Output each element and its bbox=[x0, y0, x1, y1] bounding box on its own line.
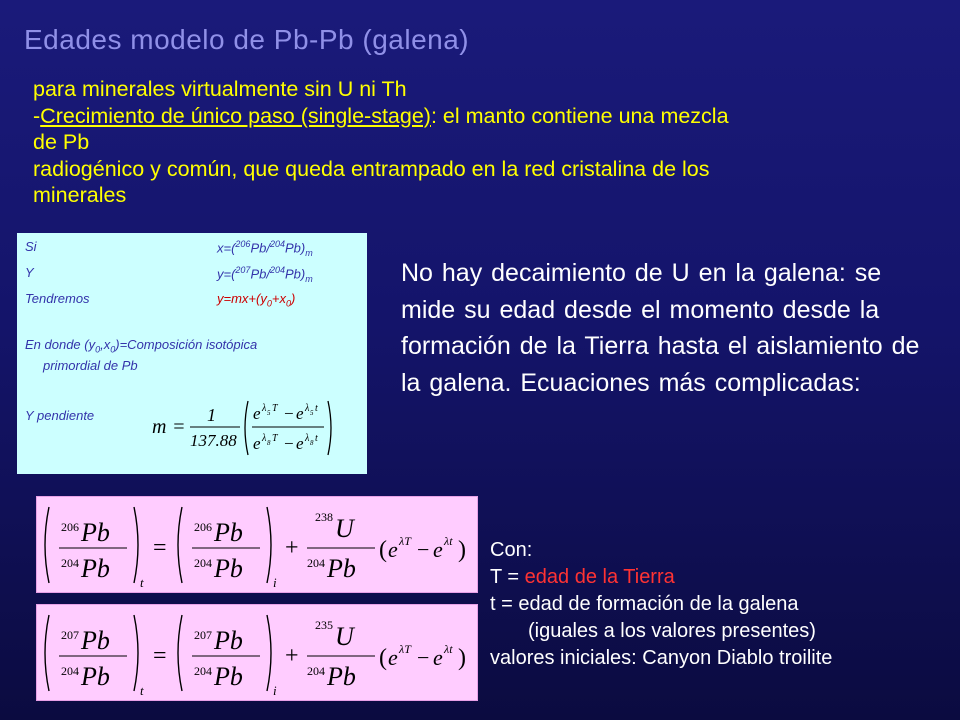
single-stage-term: Crecimiento de único paso (single-stage) bbox=[40, 103, 431, 128]
eq1-denom-mass-left: 204 bbox=[61, 556, 79, 570]
eq2-element-top-right: Pb bbox=[214, 626, 243, 655]
equation-box-206 bbox=[36, 496, 478, 593]
svg-text:(: ( bbox=[379, 645, 387, 671]
svg-text:e: e bbox=[433, 645, 443, 670]
svg-text:λT: λT bbox=[399, 642, 411, 656]
svg-text:e: e bbox=[296, 434, 304, 453]
svg-text:=: = bbox=[172, 416, 186, 438]
where-line-2: primordial de Pb bbox=[43, 357, 138, 373]
svg-text:−: − bbox=[283, 434, 295, 453]
svg-text:t: t bbox=[140, 683, 144, 698]
definition-label-y: Y bbox=[25, 265, 34, 280]
svg-text:): ) bbox=[458, 537, 466, 563]
svg-text:e: e bbox=[296, 404, 304, 423]
x-definition: $x=(^{206}Pb/^{204}Pb)_m$ bbox=[217, 239, 313, 258]
eq2-top-mass-left: 207 bbox=[61, 628, 79, 642]
svg-text:=: = bbox=[153, 535, 167, 561]
svg-text:t: t bbox=[315, 433, 318, 444]
legend-block bbox=[490, 537, 832, 672]
con-initial: valores iniciales: Canyon Diablo troilite bbox=[490, 647, 833, 669]
eq2-element-top-left: Pb bbox=[81, 626, 110, 655]
intro-line-3: de Pb bbox=[33, 130, 90, 154]
svg-text:5: 5 bbox=[310, 409, 314, 417]
eq2-top-mass-right: 207 bbox=[194, 628, 212, 642]
eq1-parent: U bbox=[335, 514, 354, 543]
svg-text:i: i bbox=[273, 683, 277, 698]
eq1-element-bottom-right: Pb bbox=[214, 554, 243, 583]
svg-text:λ: λ bbox=[262, 433, 267, 444]
line-equation: $y=mx+(y_0+x_0)$ bbox=[217, 291, 296, 309]
where-line-1: En donde $(y_0,x_0)=Composición$ isotópica bbox=[25, 337, 258, 355]
definition-label-si: Si bbox=[25, 239, 37, 254]
svg-text:T: T bbox=[272, 403, 278, 414]
intro-line-5: minerales bbox=[33, 183, 127, 207]
con-t-line: t = edad de formación de la galena bbox=[490, 593, 799, 615]
svg-text:λ: λ bbox=[262, 403, 267, 414]
svg-text:): ) bbox=[458, 645, 466, 671]
svg-text:λt: λt bbox=[444, 534, 453, 548]
svg-text:8: 8 bbox=[310, 439, 314, 447]
eq2-parent: U bbox=[335, 622, 354, 651]
svg-text:λ: λ bbox=[305, 433, 310, 444]
svg-text:−: − bbox=[283, 404, 295, 423]
con-note: (iguales a los valores presentes) bbox=[528, 620, 816, 642]
definition-row-x bbox=[25, 237, 359, 263]
con-T-line bbox=[490, 564, 832, 591]
where-text bbox=[25, 337, 359, 374]
eq1-element-top-left: Pb bbox=[81, 518, 110, 547]
y-definition: $y=(^{207}Pb/^{204}Pb)_m$ bbox=[217, 265, 313, 284]
svg-text:e: e bbox=[433, 537, 443, 562]
svg-text:(: ( bbox=[379, 537, 387, 563]
svg-text:λt: λt bbox=[444, 642, 453, 656]
con-T-value: edad de la Tierra bbox=[524, 566, 675, 588]
svg-text:−: − bbox=[417, 645, 430, 670]
svg-text:5: 5 bbox=[267, 409, 271, 417]
slide-title: Edades modelo de Pb-Pb (galena) bbox=[24, 24, 470, 55]
intro-line-1: para minerales virtualmente sin U ni Th bbox=[33, 77, 407, 101]
svg-text:+: + bbox=[285, 535, 299, 561]
eq2-denom-mass-left: 204 bbox=[61, 664, 79, 678]
definition-row-y bbox=[25, 263, 359, 289]
explanation-paragraph: No hay decaimiento de U en la galena: se mide su edad desde el momento desde la formación de la Tierra hasta el aislamiento de la galena. Ecuaciones más complicadas: bbox=[401, 259, 920, 397]
svg-text:e: e bbox=[253, 404, 261, 423]
eq1-element-parent: Pb bbox=[327, 554, 356, 583]
svg-text:e: e bbox=[388, 537, 398, 562]
intro-text bbox=[33, 76, 933, 209]
eq1-element-bottom-left: Pb bbox=[81, 554, 110, 583]
intro-line-4: radiogénico y común, que queda entrampado en la red cristalina de los bbox=[33, 156, 710, 181]
definition-row-line bbox=[25, 289, 359, 315]
eq2-element-bottom-left: Pb bbox=[81, 662, 110, 691]
eq1-top-mass-left: 206 bbox=[61, 520, 79, 534]
eq1-top-mass-right: 206 bbox=[194, 520, 212, 534]
slope-formula bbox=[152, 393, 362, 463]
svg-text:1: 1 bbox=[207, 405, 216, 425]
equation-207 bbox=[37, 605, 479, 702]
dash: - bbox=[33, 103, 41, 128]
definition-label-tendremos: Tendremos bbox=[25, 291, 90, 306]
slope-constant: 137.88 bbox=[190, 431, 237, 450]
svg-text:8: 8 bbox=[267, 439, 271, 447]
svg-text:m: m bbox=[152, 416, 167, 438]
eq2-element-parent: Pb bbox=[327, 662, 356, 691]
eq1-denom-mass-parent: 204 bbox=[307, 556, 325, 570]
eq1-element-top-right: Pb bbox=[214, 518, 243, 547]
svg-text:i: i bbox=[273, 575, 277, 590]
svg-text:λ: λ bbox=[305, 403, 310, 414]
con-heading: Con: bbox=[490, 539, 533, 561]
eq1-denom-mass-right: 204 bbox=[194, 556, 212, 570]
slope-label: Y pendiente bbox=[25, 408, 95, 423]
svg-text:λT: λT bbox=[399, 534, 411, 548]
svg-text:e: e bbox=[388, 645, 398, 670]
equation-206 bbox=[37, 497, 479, 594]
definitions-box bbox=[17, 233, 367, 474]
svg-text:−: − bbox=[417, 537, 430, 562]
con-T-prefix: T = bbox=[490, 566, 525, 588]
eq2-element-bottom-right: Pb bbox=[214, 662, 243, 691]
svg-text:=: = bbox=[153, 643, 167, 669]
svg-text:T: T bbox=[272, 433, 278, 444]
eq2-parent-mass: 235 bbox=[315, 618, 333, 632]
eq2-denom-mass-parent: 204 bbox=[307, 664, 325, 678]
svg-text:e: e bbox=[253, 434, 261, 453]
eq2-denom-mass-right: 204 bbox=[194, 664, 212, 678]
equation-box-207 bbox=[36, 604, 478, 701]
svg-text:t: t bbox=[140, 575, 144, 590]
eq1-parent-mass: 238 bbox=[315, 510, 333, 524]
intro-line-2-rest: : el manto contiene una mezcla bbox=[430, 103, 729, 128]
svg-text:+: + bbox=[285, 643, 299, 669]
intro-line-2 bbox=[33, 103, 933, 130]
svg-text:t: t bbox=[315, 403, 318, 414]
